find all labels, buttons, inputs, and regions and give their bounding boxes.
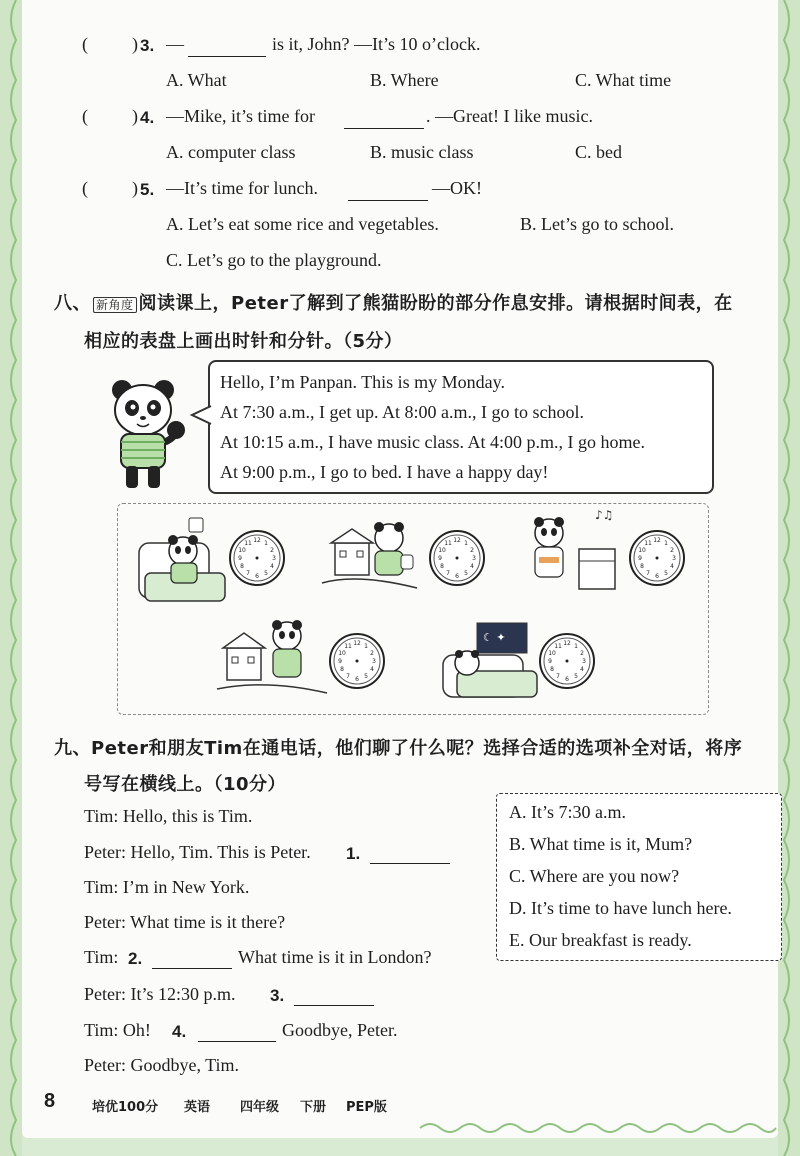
page-number: 8 xyxy=(44,1090,56,1112)
question-text-before: —It’s time for lunch. xyxy=(166,178,318,198)
dialog-line: Peter: What time is it there? xyxy=(84,912,286,932)
question-text-after: . —Great! I like music. xyxy=(426,106,593,126)
question-number: 3. xyxy=(140,36,155,55)
answer-blank[interactable] xyxy=(198,1023,276,1042)
section-number: 九、 xyxy=(54,738,91,759)
option-b: B. music class xyxy=(370,142,474,162)
option-c: C. Let’s go to the playground. xyxy=(166,250,382,270)
option-c: C. bed xyxy=(575,142,622,162)
scene-get-up xyxy=(139,518,225,601)
speech-bubble xyxy=(208,360,714,494)
section-instruction-line1: Peter和朋友Tim在通电话，他们聊了什么呢？选择合适的选项补全对话，将序 xyxy=(91,738,743,759)
answer-paren-close: ) xyxy=(132,106,138,126)
answer-paren-open: ( xyxy=(82,34,88,54)
option-b: B. Where xyxy=(370,70,439,90)
blank-number: 4. xyxy=(172,1022,187,1041)
option-c: C. What time xyxy=(575,70,672,90)
section-instruction-line2: 相应的表盘上画出时针和分针。（5分） xyxy=(84,331,403,352)
dialog-line: Tim: xyxy=(84,947,119,967)
footer-brand: 培优100分 xyxy=(92,1100,159,1115)
answer-paren-close: ) xyxy=(132,178,138,198)
bubble-line: At 9:00 p.m., I go to bed. I have a happy day! xyxy=(220,462,549,482)
svg-text:☾ ✦: ☾ ✦ xyxy=(483,631,506,644)
footer-edition: PEP版 xyxy=(346,1100,387,1115)
clock-icon xyxy=(430,531,484,585)
footer-grade: 四年级 xyxy=(240,1100,280,1115)
clock-icon xyxy=(330,634,384,688)
panda-illustration xyxy=(106,376,188,494)
dialog-line-after: What time is it in London? xyxy=(238,947,432,967)
answer-blank[interactable] xyxy=(348,182,428,201)
answer-blank[interactable] xyxy=(344,110,424,129)
option-b: B. Let’s go to school. xyxy=(520,214,674,234)
dialog-line-after: Goodbye, Peter. xyxy=(282,1020,398,1040)
scene-go-home xyxy=(217,620,327,693)
dialog-line: Tim: Oh! xyxy=(84,1020,151,1040)
answer-blank[interactable] xyxy=(370,845,450,864)
dialog-line: Tim: Hello, this is Tim. xyxy=(84,806,253,826)
clock-icon xyxy=(230,531,284,585)
clock-icon xyxy=(630,531,684,585)
question-text-after: is it, John? —It’s 10 o’clock. xyxy=(272,34,481,54)
bubble-line: At 10:15 a.m., I have music class. At 4:00 p.m., I go home. xyxy=(220,432,645,452)
clock-icon xyxy=(540,634,594,688)
scene-music-class xyxy=(534,508,615,589)
question-text-after: —OK! xyxy=(432,178,482,198)
answer-option: B. What time is it, Mum? xyxy=(509,834,693,854)
dialog-line: Tim: I’m in New York. xyxy=(84,877,250,897)
dialog-line: Peter: It’s 12:30 p.m. xyxy=(84,984,236,1004)
option-a: A. Let’s eat some rice and vegetables. xyxy=(166,214,439,234)
blank-number: 3. xyxy=(270,986,285,1005)
left-border-decoration xyxy=(0,0,22,1156)
answer-option: D. It’s time to have lunch here. xyxy=(509,898,732,918)
footer-wave-decoration xyxy=(420,1118,776,1138)
svg-text:♪♫: ♪♫ xyxy=(595,508,614,522)
question-text-before: —Mike, it’s time for xyxy=(166,106,315,126)
question-number: 5. xyxy=(140,180,155,199)
clock-scenes: 345 6 ♪♫ ☾ ✦ xyxy=(117,503,707,713)
new-angle-tag: 新角度 xyxy=(93,297,137,313)
bubble-tail xyxy=(190,404,212,426)
section-instruction-line2: 号写在横线上。（10分） xyxy=(84,774,287,795)
dialog-line: Peter: Goodbye, Tim. xyxy=(84,1055,240,1075)
scene-go-to-bed xyxy=(443,623,537,697)
answer-blank[interactable] xyxy=(152,950,232,969)
option-a: A. computer class xyxy=(166,142,296,162)
answer-options-box xyxy=(496,793,782,961)
blank-number: 2. xyxy=(128,949,143,968)
option-a: A. What xyxy=(166,70,227,90)
bubble-line: Hello, I’m Panpan. This is my Monday. xyxy=(220,372,505,392)
section-number: 八、 xyxy=(54,293,91,314)
answer-blank[interactable] xyxy=(294,987,374,1006)
answer-blank[interactable] xyxy=(188,38,266,57)
question-text-before: — xyxy=(166,34,184,54)
answer-option: A. It’s 7:30 a.m. xyxy=(509,802,626,822)
blank-number: 1. xyxy=(346,844,361,863)
answer-paren-close: ) xyxy=(132,34,138,54)
answer-option: C. Where are you now? xyxy=(509,866,680,886)
answer-paren-open: ( xyxy=(82,106,88,126)
bubble-line: At 7:30 a.m., I get up. At 8:00 a.m., I go to school. xyxy=(220,402,584,422)
right-border-decoration xyxy=(778,0,800,1156)
footer-volume: 下册 xyxy=(300,1100,327,1115)
scene-go-to-school xyxy=(322,522,417,588)
dialog-line: Peter: Hello, Tim. This is Peter. xyxy=(84,842,311,862)
answer-option: E. Our breakfast is ready. xyxy=(509,930,692,950)
question-number: 4. xyxy=(140,108,155,127)
section-instruction-line1: 阅读课上，Peter了解到了熊猫盼盼的部分作息安排。请根据时间表，在 xyxy=(138,293,733,314)
footer-subject: 英语 xyxy=(184,1100,211,1115)
answer-paren-open: ( xyxy=(82,178,88,198)
